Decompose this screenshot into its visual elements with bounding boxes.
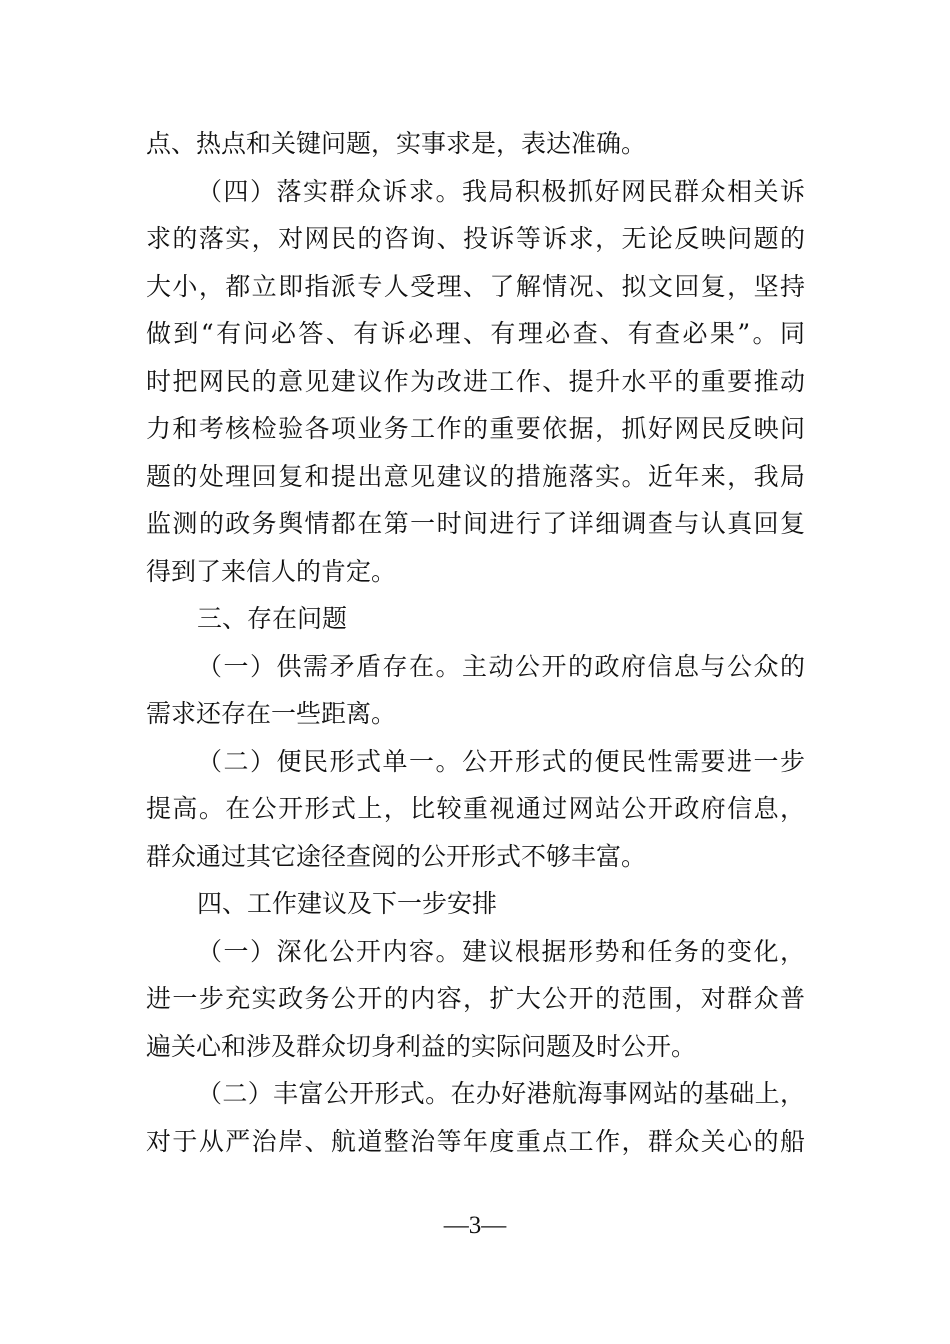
text-line: 遍关心和涉及群众切身利益的实际问题及时公开。 — [146, 1031, 697, 1061]
text-line: 大小，都立即指派专人受理、了解情况、拟文回复，坚持 — [146, 271, 805, 301]
page-number: —3— — [443, 1212, 507, 1239]
text-line: 四、工作建议及下一步安排 — [197, 889, 498, 918]
text-line: 监测的政务舆情都在第一时间进行了详细调查与认真回复 — [146, 509, 805, 538]
text-line: 得到了来信人的肯定。 — [146, 556, 397, 586]
text-line: 时把网民的意见建议作为改进工作、提升水平的重要推动 — [146, 366, 805, 396]
text-line: 求的落实，对网民的咨询、投诉等诉求，无论反映问题的 — [146, 224, 805, 253]
text-line: （二）丰富公开形式。在办好港航海事网站的基础上， — [197, 1079, 805, 1108]
text-line: 进一步充实政务公开的内容，扩大公开的范围，对群众普 — [146, 984, 805, 1013]
text-line: （四）落实群众诉求。我局积极抓好网民群众相关诉 — [197, 176, 805, 206]
text-line: 点、热点和关键问题，实事求是，表达准确。 — [146, 129, 647, 158]
text-line: 力和考核检验各项业务工作的重要依据，抓好网民反映问 — [146, 414, 805, 443]
text-line: 三、存在问题 — [197, 604, 348, 633]
text-line: 做到“有问必答、有诉必理、有理必查、有查必果”。同 — [146, 319, 805, 348]
text-line: 题的处理回复和提出意见建议的措施落实。近年来，我局 — [146, 461, 805, 491]
text-line: 需求还存在一些距离。 — [146, 699, 397, 728]
text-line: （一）深化公开内容。建议根据形势和任务的变化， — [197, 936, 805, 966]
text-line: （一）供需矛盾存在。主动公开的政府信息与公众的 — [197, 651, 805, 681]
text-line: 对于从严治岸、航道整治等年度重点工作，群众关心的船 — [146, 1126, 805, 1156]
text-line: 群众通过其它途径查阅的公开形式不够丰富。 — [146, 841, 647, 871]
text-line: （二）便民形式单一。公开形式的便民性需要进一步 — [197, 746, 805, 776]
text-line: 提高。在公开形式上，比较重视通过网站公开政府信息， — [146, 794, 805, 823]
